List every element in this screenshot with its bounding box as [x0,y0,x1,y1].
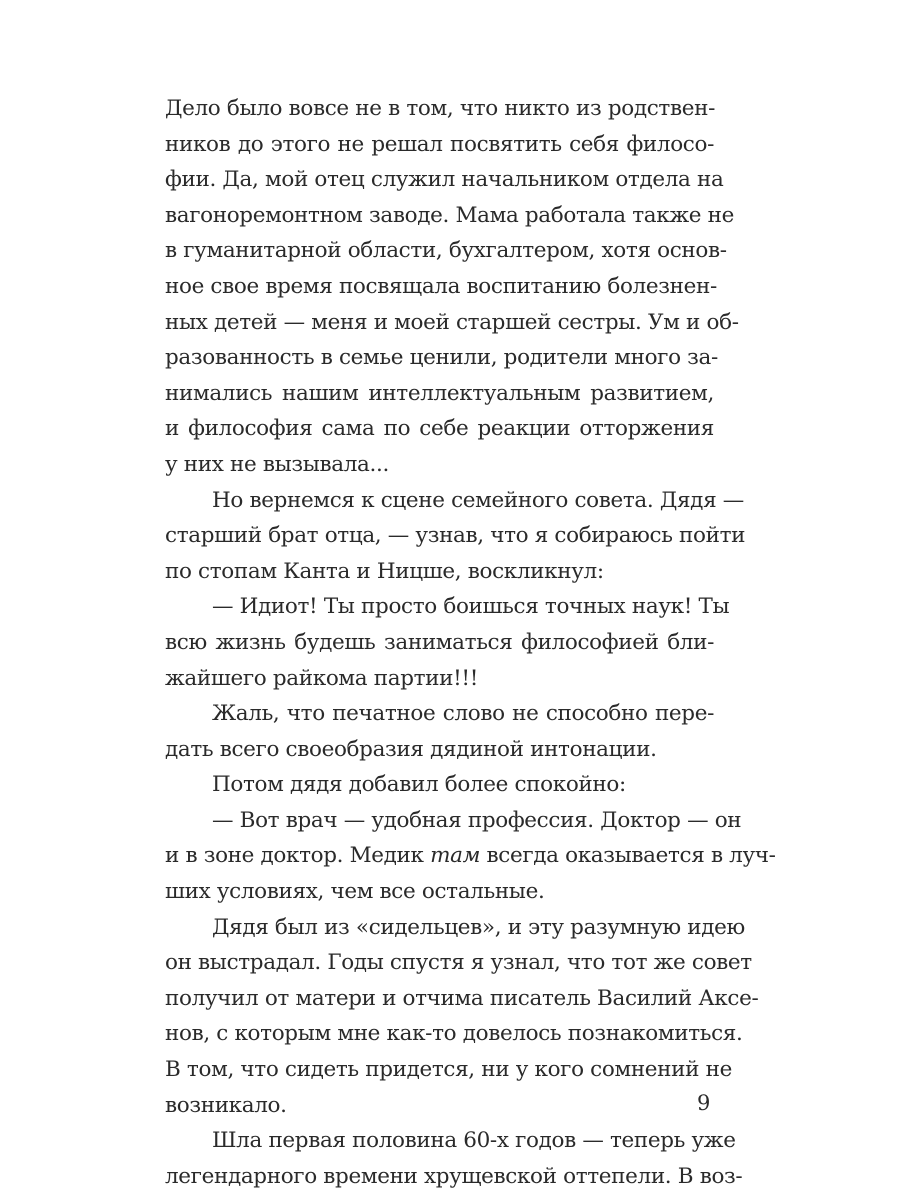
text-line: легендарного времени хрущевской оттепели. В воз- [165,1163,743,1189]
text-line: Шла первая половина 60-х годов — теперь уже [212,1128,736,1154]
paragraph [165,767,714,803]
italic-emphasis: там [430,843,481,869]
text-line: Дело было вовсе не в том, что никто из родствен- [165,96,715,121]
text-line: получил от матери и отчима писатель Василий Аксе- [165,985,759,1011]
text-line: — Вот врач — удобная профессия. Доктор — он [212,807,742,833]
text-line: нов, с которым мне как-то довелось познакомиться. [165,1021,743,1047]
paragraph [165,91,739,483]
text-line-with-italic [165,838,776,874]
text-line: он выстрадал. Годы спустя я узнал, что тот же совет [165,950,752,976]
page-number: 9 [697,1091,711,1115]
text-line: В том, что сидеть придется, ни у кого сомнений не [165,1057,732,1083]
text-line: Дядя был из «сидельцев», и эту разумную идею [212,914,745,940]
text-line: нимались нашим интеллектуальным развитием, [165,380,714,406]
text-line: дать всего своеобразия дядиной интонации. [165,736,657,762]
text-line: жайшего райкома партии!!! [165,665,478,691]
text-line: старший брат отца, — узнав, что я собираюсь пойти [165,523,746,549]
text-line: Потом дядя добавил более спокойно: [212,772,626,798]
text-line: возникало. [165,1092,287,1118]
text-line: фии. Да, мой отец служил начальником отдела на [165,167,724,193]
text-line: и философия сама по себе реакции отторжения [165,416,714,442]
text-line: ших условиях, чем все остальные. [165,879,545,905]
dialogue-paragraph [165,803,776,910]
text-segment: всегда оказывается в луч- [480,843,776,869]
text-line: в гуманитарной области, бухгалтером, хотя основ- [165,238,727,264]
dialogue-paragraph [165,589,730,696]
text-line: вагоноремонтном заводе. Мама работала также не [165,202,734,228]
text-line: Но вернемся к сцене семейного совета. Дядя — [212,487,744,513]
body-text [165,91,776,1194]
text-line: всю жизнь будешь заниматься философией бли- [165,629,714,655]
text-line: разованность в семье ценили, родители много за- [165,345,718,371]
text-line: Жаль, что печатное слово не способно пере- [212,701,714,727]
text-segment: и в зоне доктор. Медик [165,843,431,869]
text-line: ное свое время посвящала воспитанию болезнен- [165,273,717,299]
text-line: — Идиот! Ты просто боишься точных наук! Ты [212,594,730,620]
paragraph [165,696,714,767]
text-line: ных детей — меня и моей старшей сестры. Ум и об- [165,309,739,335]
text-line: ников до этого не решал посвятить себя филосо- [165,131,714,157]
text-line: по стопам Канта и Ницше, воскликнул: [165,558,604,584]
paragraph [165,483,746,590]
paragraph [165,1123,743,1194]
text-line: у них не вызывала... [165,451,389,477]
paragraph [165,910,759,1124]
